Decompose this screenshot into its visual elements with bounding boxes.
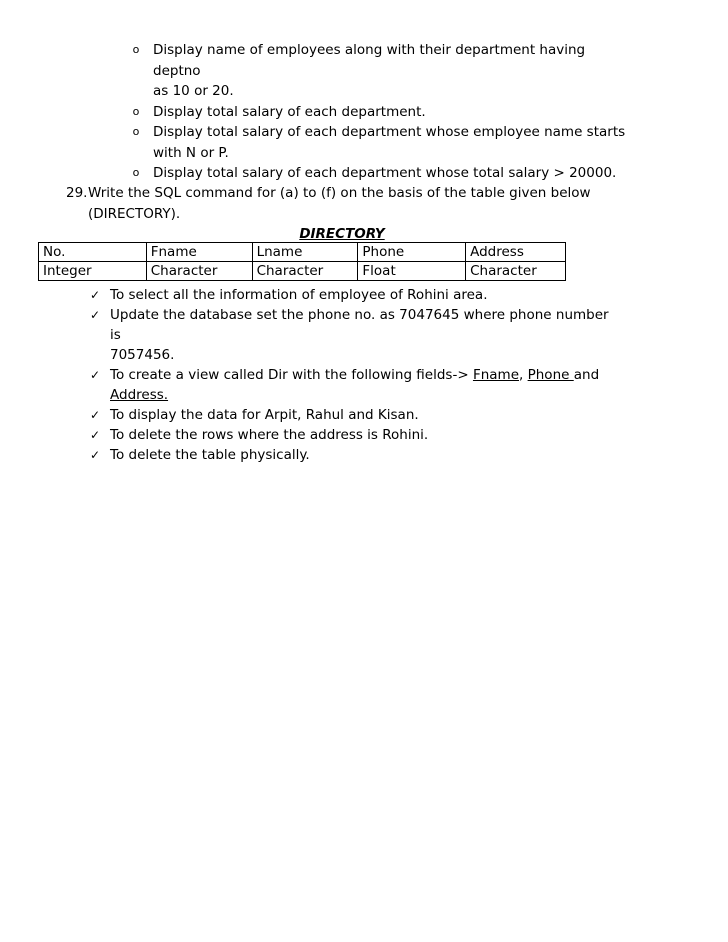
list-item-line: To select all the information of employee of Rohini area.: [110, 287, 488, 303]
list-item: [90, 365, 620, 405]
conjunction: and: [573, 367, 600, 383]
list-item-line: with N or P.: [153, 144, 229, 161]
table-cell: Phone: [358, 243, 466, 262]
checkmark-icon: ✓: [90, 368, 101, 382]
field-name-fname: Fname: [472, 367, 520, 383]
list-item-line: Display total salary of each department whose total salary > 20000.: [153, 165, 617, 181]
question-number: 29.: [66, 185, 88, 201]
list-item-line: Display total salary of each department.: [153, 103, 426, 120]
list-item-line: [110, 385, 620, 405]
task-text: To create a view called Dir with the following fields->: [110, 367, 473, 383]
list-item: [90, 445, 620, 465]
table-header-row: [39, 243, 566, 262]
list-item: [90, 405, 620, 425]
table-cell: Character: [146, 262, 252, 281]
question-29: [66, 183, 626, 225]
list-item: [130, 122, 630, 163]
table-title: [0, 224, 728, 244]
circle-bullet-icon: o: [132, 166, 140, 179]
task-list: [90, 285, 620, 465]
separator: ,: [519, 367, 528, 383]
list-item: [90, 305, 620, 365]
table-cell: Character: [466, 262, 566, 281]
checkmark-icon: ✓: [90, 308, 101, 322]
table-cell: Address: [466, 243, 566, 262]
sub-question-list: [130, 40, 630, 184]
question-line: Write the SQL command for (a) to (f) on the basis of the table given below: [88, 185, 591, 201]
list-item-line: Display total salary of each department whose employee name starts: [153, 124, 626, 140]
list-item: [130, 40, 630, 102]
list-item-line: [110, 365, 620, 385]
question-line: (DIRECTORY).: [88, 206, 181, 222]
list-item-line: To display the data for Arpit, Rahul and Kisan.: [110, 407, 419, 423]
circle-bullet-icon: o: [132, 125, 140, 138]
list-item: [130, 163, 630, 184]
list-item-line: as 10 or 20.: [153, 83, 234, 99]
table-cell: No.: [39, 243, 147, 262]
list-item-line: Update the database set the phone no. as 7047645 where phone number is: [110, 307, 609, 343]
table-cell: Integer: [39, 262, 147, 281]
circle-bullet-icon: o: [132, 43, 140, 56]
directory-table: [38, 242, 566, 281]
checkmark-icon: ✓: [90, 448, 101, 462]
list-item-line: Display name of employees along with their department having deptno: [153, 42, 586, 79]
table-row: [39, 262, 566, 281]
list-item: [90, 285, 620, 305]
checkmark-icon: ✓: [90, 288, 101, 302]
field-name-phone: Phone: [527, 367, 574, 383]
checkmark-icon: ✓: [90, 408, 101, 422]
list-item-line: To delete the table physically.: [110, 447, 310, 463]
circle-bullet-icon: o: [132, 104, 140, 118]
list-item: [90, 425, 620, 445]
table-title-text: DIRECTORY: [299, 226, 385, 242]
field-name-address: Address.: [110, 387, 169, 403]
checkmark-icon: ✓: [90, 428, 101, 442]
list-item: [130, 102, 630, 123]
table-cell: Lname: [252, 243, 358, 262]
table-cell: Fname: [146, 243, 252, 262]
table-cell: Float: [358, 262, 466, 281]
table-cell: Character: [252, 262, 358, 281]
list-item-line: 7057456.: [110, 347, 175, 363]
list-item-line: To delete the rows where the address is Rohini.: [110, 427, 429, 443]
